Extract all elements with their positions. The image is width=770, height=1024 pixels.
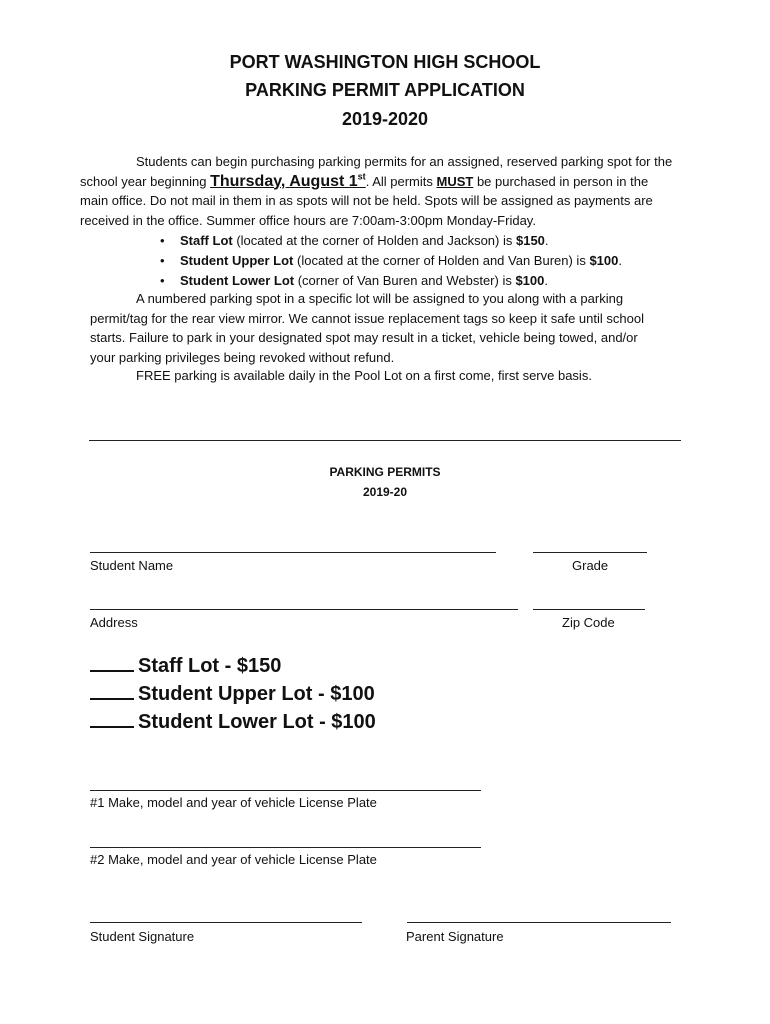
parent-signature-field[interactable]: [407, 922, 671, 923]
lot-price-list: [160, 231, 680, 291]
vehicle-1-field[interactable]: [90, 790, 481, 791]
lot-option-checkbox[interactable]: [90, 680, 134, 700]
student-name-field[interactable]: [90, 552, 496, 553]
intro-text-c: be purchased in person in the main office. Do not mail in them in as spots will not be held. Spots will be assigned as payments are received in the office. Summer office hours are 7:00am-3:00pm Monday-Friday.: [80, 173, 653, 228]
application-title: PARKING PERMIT APPLICATION: [245, 80, 525, 100]
must-emphasis: MUST: [436, 173, 474, 189]
lot-name: Student Lower Lot: [180, 273, 295, 288]
student-signature-field[interactable]: [90, 922, 362, 923]
intro-paragraph: [80, 152, 675, 230]
address-label: Address: [90, 615, 138, 630]
school-year: 2019-2020: [341, 109, 429, 129]
start-date-text: Thursday, August 1: [210, 172, 358, 190]
vehicle-1-label: #1 Make, model and year of vehicle License Plate: [90, 795, 377, 810]
lot-desc: (corner of Van Buren and Webster) is: [294, 273, 516, 288]
lot-end: .: [544, 233, 549, 248]
zip-code-label: Zip Code: [562, 615, 615, 630]
lot-option-label: Staff Lot - $150: [138, 655, 282, 677]
school-title: PORT WASHINGTON HIGH SCHOOL: [229, 52, 541, 72]
form-heading-title: PARKING PERMITS: [329, 465, 441, 479]
lot-option-lower: [90, 708, 376, 736]
lot-option-label: Student Upper Lot - $100: [138, 683, 375, 705]
start-date-suffix: st: [357, 171, 366, 182]
lot-desc: (located at the corner of Holden and Jackson) is: [232, 233, 516, 248]
list-item: [160, 231, 680, 251]
student-signature-label: Student Signature: [90, 929, 195, 944]
section-divider: [89, 440, 681, 441]
form-heading-year: 2019-20: [362, 485, 408, 499]
lot-option-upper: [90, 680, 376, 708]
vehicle-2-label: #2 Make, model and year of vehicle License Plate: [90, 852, 377, 867]
free-parking-note: FREE parking is available daily in the Pool Lot on a first come, first serve basis.: [136, 368, 592, 383]
lot-price: $150: [515, 233, 545, 248]
lot-option-staff: [90, 652, 376, 680]
lot-option-label: Student Lower Lot - $100: [138, 711, 376, 733]
assignment-paragraph: A numbered parking spot in a specific lot will be assigned to you along with a parking permit/tag for the rear view mirror. We cannot issue replacement tags so keep it safe until school starts. Failure to park in your designated spot may result in a ticket, vehicle being towed, and/or your parking privileges being revoked without refund.: [90, 291, 644, 365]
lot-price: $100: [589, 253, 619, 268]
start-date: [210, 173, 366, 190]
grade-field[interactable]: [533, 552, 647, 553]
lot-options: [90, 652, 376, 736]
lot-name: Student Upper Lot: [180, 253, 294, 268]
zip-code-field[interactable]: [533, 609, 645, 610]
parent-signature-label: Parent Signature: [406, 929, 504, 944]
student-name-label: Student Name: [90, 558, 174, 573]
grade-label: Grade: [572, 558, 609, 573]
lot-option-checkbox[interactable]: [90, 708, 134, 728]
intro-text-a: Students can begin purchasing parking permits for an assigned, reserved parking spot for the school year beginning: [80, 154, 673, 189]
form-heading: [0, 462, 770, 502]
lot-price: $100: [515, 273, 545, 288]
list-item: [160, 271, 680, 291]
lot-desc: (located at the corner of Holden and Van Buren) is: [293, 253, 590, 268]
address-field[interactable]: [90, 609, 518, 610]
lot-option-checkbox[interactable]: [90, 652, 134, 672]
vehicle-2-field[interactable]: [90, 847, 481, 848]
lot-name: Staff Lot: [180, 233, 233, 248]
intro-text-b: . All permits: [365, 173, 437, 189]
lot-end: .: [544, 273, 548, 288]
lot-end: .: [618, 253, 622, 268]
list-item: [160, 251, 680, 271]
